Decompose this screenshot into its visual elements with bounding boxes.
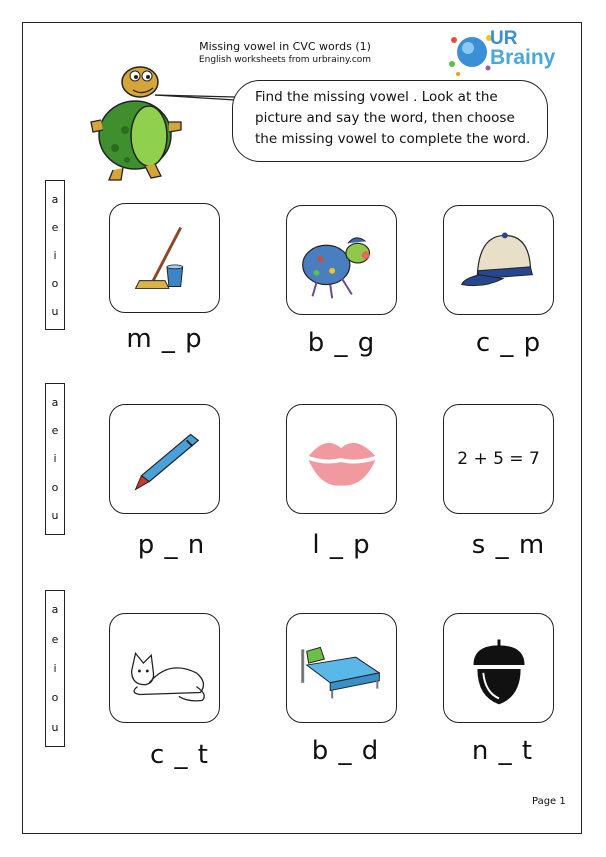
vowel-a: a	[51, 395, 59, 409]
vowel-u: u	[51, 304, 59, 318]
cvc-word: n _ t	[471, 736, 534, 766]
page-number: Page 1	[532, 796, 566, 807]
vowel-box	[45, 590, 65, 747]
vowel-u: u	[51, 509, 59, 523]
page-subtitle: English worksheets from urbrainy.com	[198, 55, 372, 65]
vowel-e: e	[51, 632, 59, 646]
vowel-box	[45, 180, 65, 330]
vowel-i: i	[53, 248, 57, 262]
picture-card	[109, 613, 220, 723]
vowel-i: i	[53, 661, 57, 675]
bed-icon	[287, 614, 396, 722]
vowel-o: o	[51, 276, 59, 290]
turtle-icon	[85, 60, 245, 185]
picture-card	[286, 404, 397, 514]
cvc-word: b _ g	[307, 328, 376, 358]
vowel-a: a	[51, 192, 59, 206]
lips-icon	[287, 405, 396, 513]
acorn-icon	[444, 614, 553, 722]
vowel-i: i	[53, 452, 57, 466]
bug-icon	[287, 206, 396, 314]
cvc-word: m _ p	[126, 324, 203, 354]
cvc-word: p _ n	[137, 530, 206, 560]
pen-icon	[110, 405, 219, 513]
picture-card	[286, 205, 397, 315]
vowel-o: o	[51, 691, 59, 705]
vowel-u: u	[51, 720, 59, 734]
cvc-word: b _ d	[311, 736, 380, 766]
vowel-a: a	[51, 603, 59, 617]
logo-text-top: UR	[490, 28, 518, 49]
cat-icon	[110, 614, 219, 722]
vowel-e: e	[51, 220, 59, 234]
picture-card	[443, 404, 554, 514]
mop-icon	[110, 204, 219, 312]
cvc-word: c _ p	[475, 328, 542, 358]
cap-icon	[444, 206, 553, 314]
vowel-e: e	[51, 424, 59, 438]
sum-equation: 2 + 5 = 7	[457, 449, 540, 469]
logo-text-bottom: Brainy	[490, 46, 556, 69]
picture-card	[443, 613, 554, 723]
instructions-text: Find the missing vowel . Look at the picture and say the word, then choose the missing vowel to complete the word.	[255, 89, 531, 147]
cvc-word: l _ p	[312, 530, 371, 560]
vowel-box	[45, 383, 65, 535]
picture-card	[443, 205, 554, 315]
cvc-word: s _ m	[471, 530, 546, 560]
picture-card	[109, 203, 220, 313]
instructions-bubble	[232, 80, 548, 162]
vowel-o: o	[51, 480, 59, 494]
picture-card	[109, 404, 220, 514]
page-title: Missing vowel in CVC words (1)	[199, 40, 371, 53]
picture-card	[286, 613, 397, 723]
cvc-word: c _ t	[149, 740, 210, 770]
